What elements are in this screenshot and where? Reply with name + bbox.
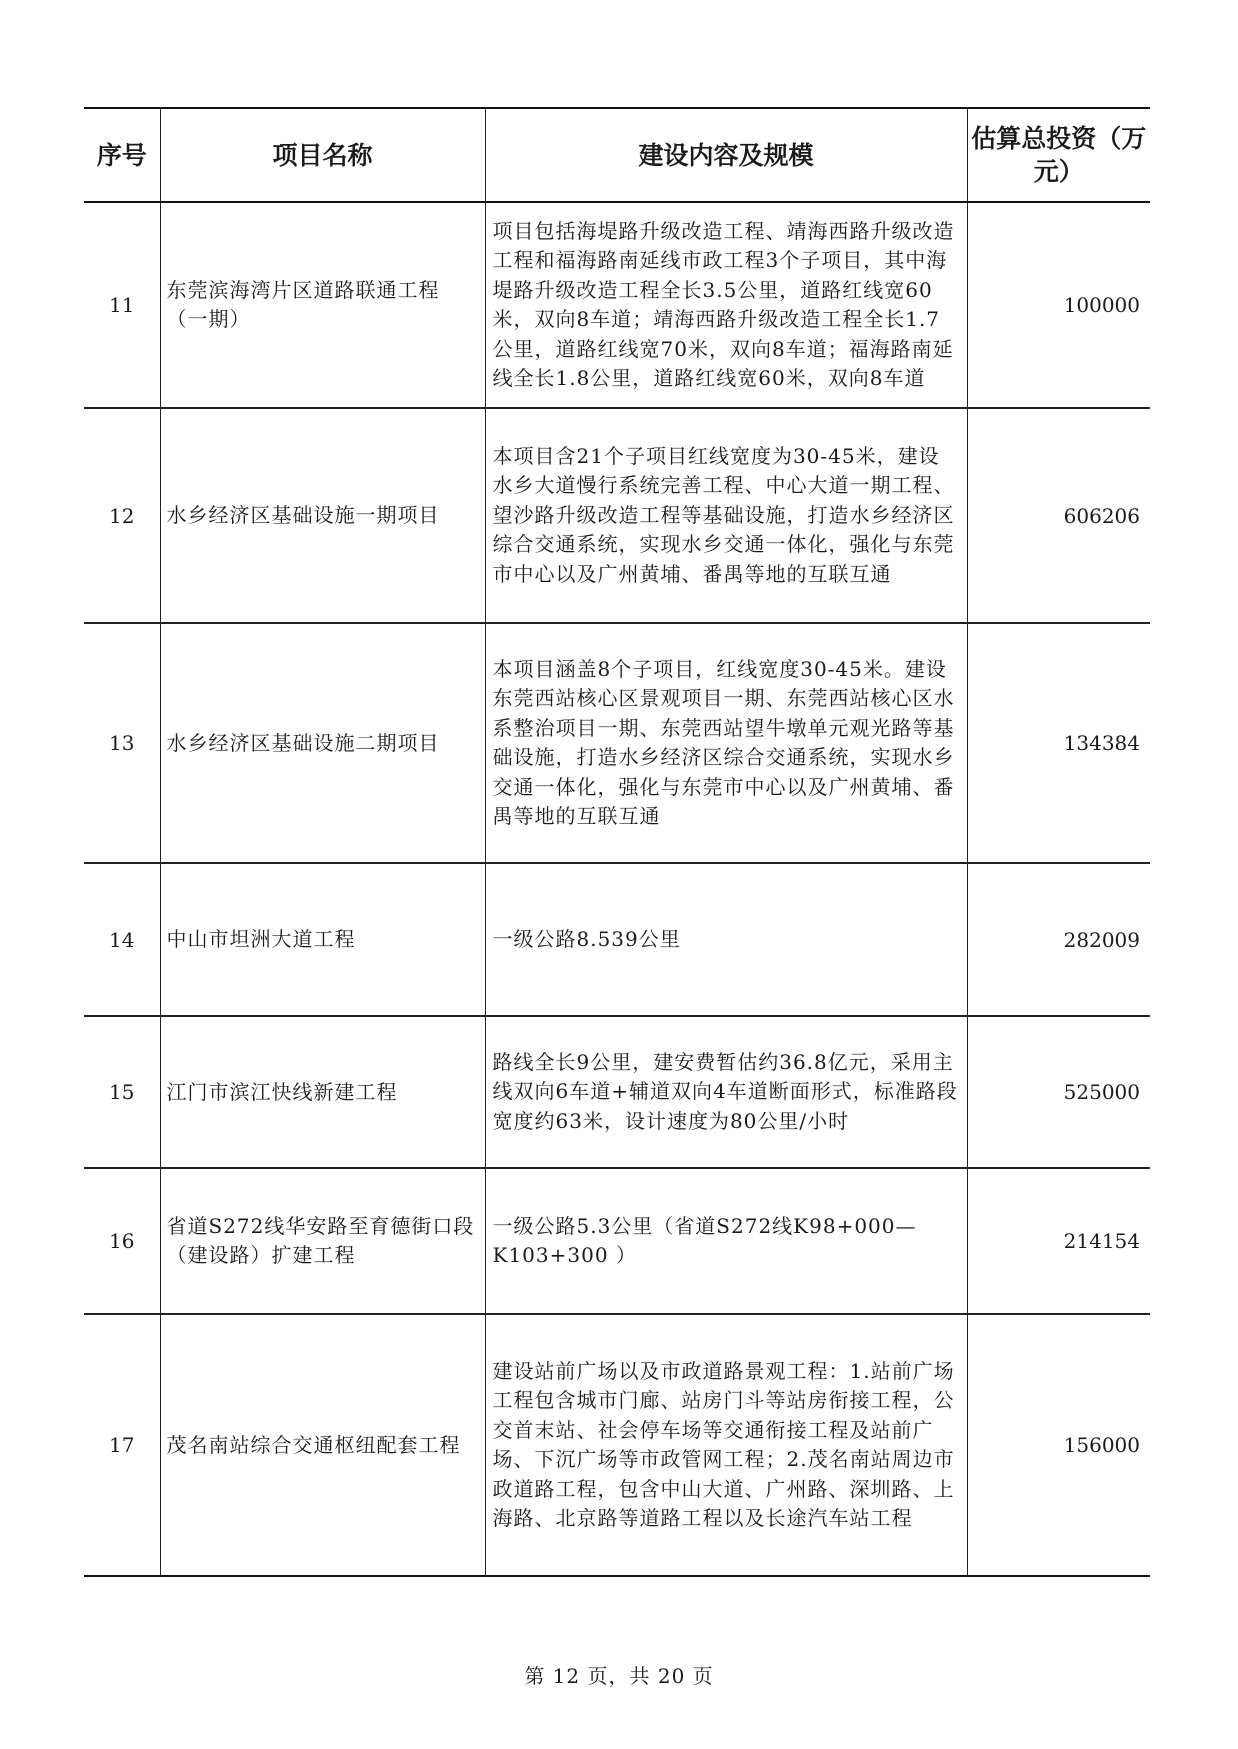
row-name: 江门市滨江快线新建工程 (160, 1016, 485, 1168)
header-seq: 序号 (84, 108, 160, 202)
row-name: 水乡经济区基础设施一期项目 (160, 408, 485, 623)
row-content: 建设站前广场以及市政道路景观工程：1.站前广场工程包含城市门廊、站房门斗等站房衔接工程，公交首末站、社会停车场等交通衔接工程及站前广场、下沉广场等市政管网工程；2.茂名南站周边市政道路工程，包含中山大道、广州路、深圳路、上海路、北京路等道路工程以及长途汽车站工程 (485, 1314, 967, 1576)
row-name: 水乡经济区基础设施二期项目 (160, 623, 485, 863)
row-investment: 214154 (967, 1168, 1150, 1314)
row-investment: 282009 (967, 863, 1150, 1016)
header-name: 项目名称 (160, 108, 485, 202)
row-content: 项目包括海堤路升级改造工程、靖海西路升级改造工程和福海路南延线市政工程3个子项目，其中海堤路升级改造工程全长3.5公里，道路红线宽60米，双向8车道；靖海西路升级改造工程全长1.7公里，道路红线宽70米，双向8车道；福海路南延线全长1.8公里，道路红线宽60米，双向8车道 (485, 202, 967, 408)
row-name: 东莞滨海湾片区道路联通工程（一期） (160, 202, 485, 408)
row-content: 一级公路5.3公里（省道S272线K98+000—K103+300 ） (485, 1168, 967, 1314)
row-seq: 13 (84, 623, 160, 863)
row-investment: 156000 (967, 1314, 1150, 1576)
row-content: 路线全长9公里，建安费暂估约36.8亿元，采用主线双向6车道+辅道双向4车道断面形式，标准路段宽度约63米，设计速度为80公里/小时 (485, 1016, 967, 1168)
row-content: 本项目涵盖8个子项目，红线宽度30-45米。建设东莞西站核心区景观项目一期、东莞西站核心区水系整治项目一期、东莞西站望牛墩单元观光路等基础设施，打造水乡经济区综合交通系统，实现水乡交通一体化，强化与东莞市中心以及广州黄埔、番禺等地的互联互通 (485, 623, 967, 863)
row-investment: 100000 (967, 202, 1150, 408)
row-name: 茂名南站综合交通枢纽配套工程 (160, 1314, 485, 1576)
table-row (84, 1168, 1150, 1314)
row-seq: 14 (84, 863, 160, 1016)
project-table (84, 107, 1150, 1577)
row-seq: 16 (84, 1168, 160, 1314)
row-name: 中山市坦洲大道工程 (160, 863, 485, 1016)
row-seq: 12 (84, 408, 160, 623)
row-seq: 17 (84, 1314, 160, 1576)
row-name: 省道S272线华安路至育德街口段（建设路）扩建工程 (160, 1168, 485, 1314)
row-investment: 525000 (967, 1016, 1150, 1168)
table-row (84, 623, 1150, 863)
row-seq: 15 (84, 1016, 160, 1168)
page-number-footer: 第 12 页，共 20 页 (524, 1664, 714, 1688)
header-content: 建设内容及规模 (485, 108, 967, 202)
row-content: 一级公路8.539公里 (485, 863, 967, 1016)
row-content: 本项目含21个子项目红线宽度为30-45米，建设水乡大道慢行系统完善工程、中心大道一期工程、望沙路升级改造工程等基础设施，打造水乡经济区综合交通系统，实现水乡交通一体化，强化与东莞市中心以及广州黄埔、番禺等地的互联互通 (485, 408, 967, 623)
table-row (84, 1314, 1150, 1576)
table-row (84, 1016, 1150, 1168)
table-header-row (84, 108, 1150, 202)
row-investment: 134384 (967, 623, 1150, 863)
table-row (84, 408, 1150, 623)
header-investment: 估算总投资（万元） (967, 108, 1150, 202)
row-seq: 11 (84, 202, 160, 408)
table-row (84, 202, 1150, 408)
table-row (84, 863, 1150, 1016)
row-investment: 606206 (967, 408, 1150, 623)
